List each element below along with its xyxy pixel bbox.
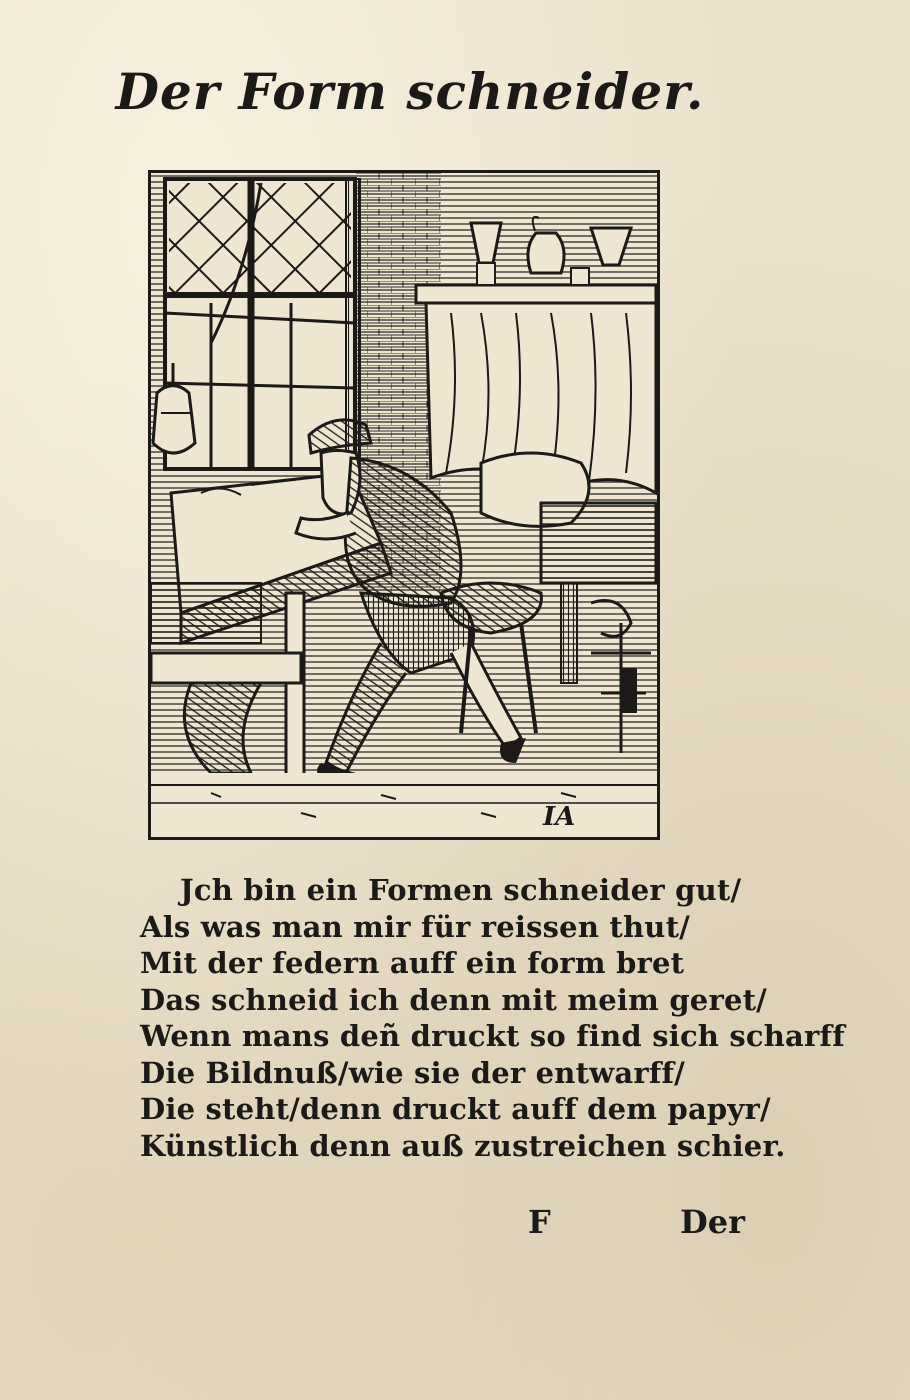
floor	[151, 773, 657, 837]
verse-line: Die Bildnuß/wie sie der entwarff/	[140, 1055, 685, 1090]
verse-line: Jch bin ein Formen schneider gut/	[180, 873, 742, 907]
woodcut-illustration	[148, 170, 660, 840]
verse-line: Als was man mir für reissen thut/	[140, 909, 690, 944]
verse-block	[140, 872, 845, 1164]
artist-monogram: IA	[543, 802, 576, 832]
verse-line: Mit der federn auff ein form bret	[140, 946, 685, 980]
woodcut-svg	[151, 173, 657, 837]
verse-line: Die steht/denn druckt auff dem papyr/	[140, 1092, 771, 1126]
verse-line: Künstlich denn auß zustreichen schier.	[140, 1128, 786, 1163]
catchword: Der	[680, 1203, 745, 1241]
page-title: Der Form schneider.	[115, 62, 705, 121]
signature-mark: F	[528, 1203, 551, 1241]
verse-line: Das schneid ich denn mit meim geret/	[140, 982, 767, 1017]
verse-line: Wenn mans deñ druckt so find sich scharff	[140, 1019, 845, 1053]
